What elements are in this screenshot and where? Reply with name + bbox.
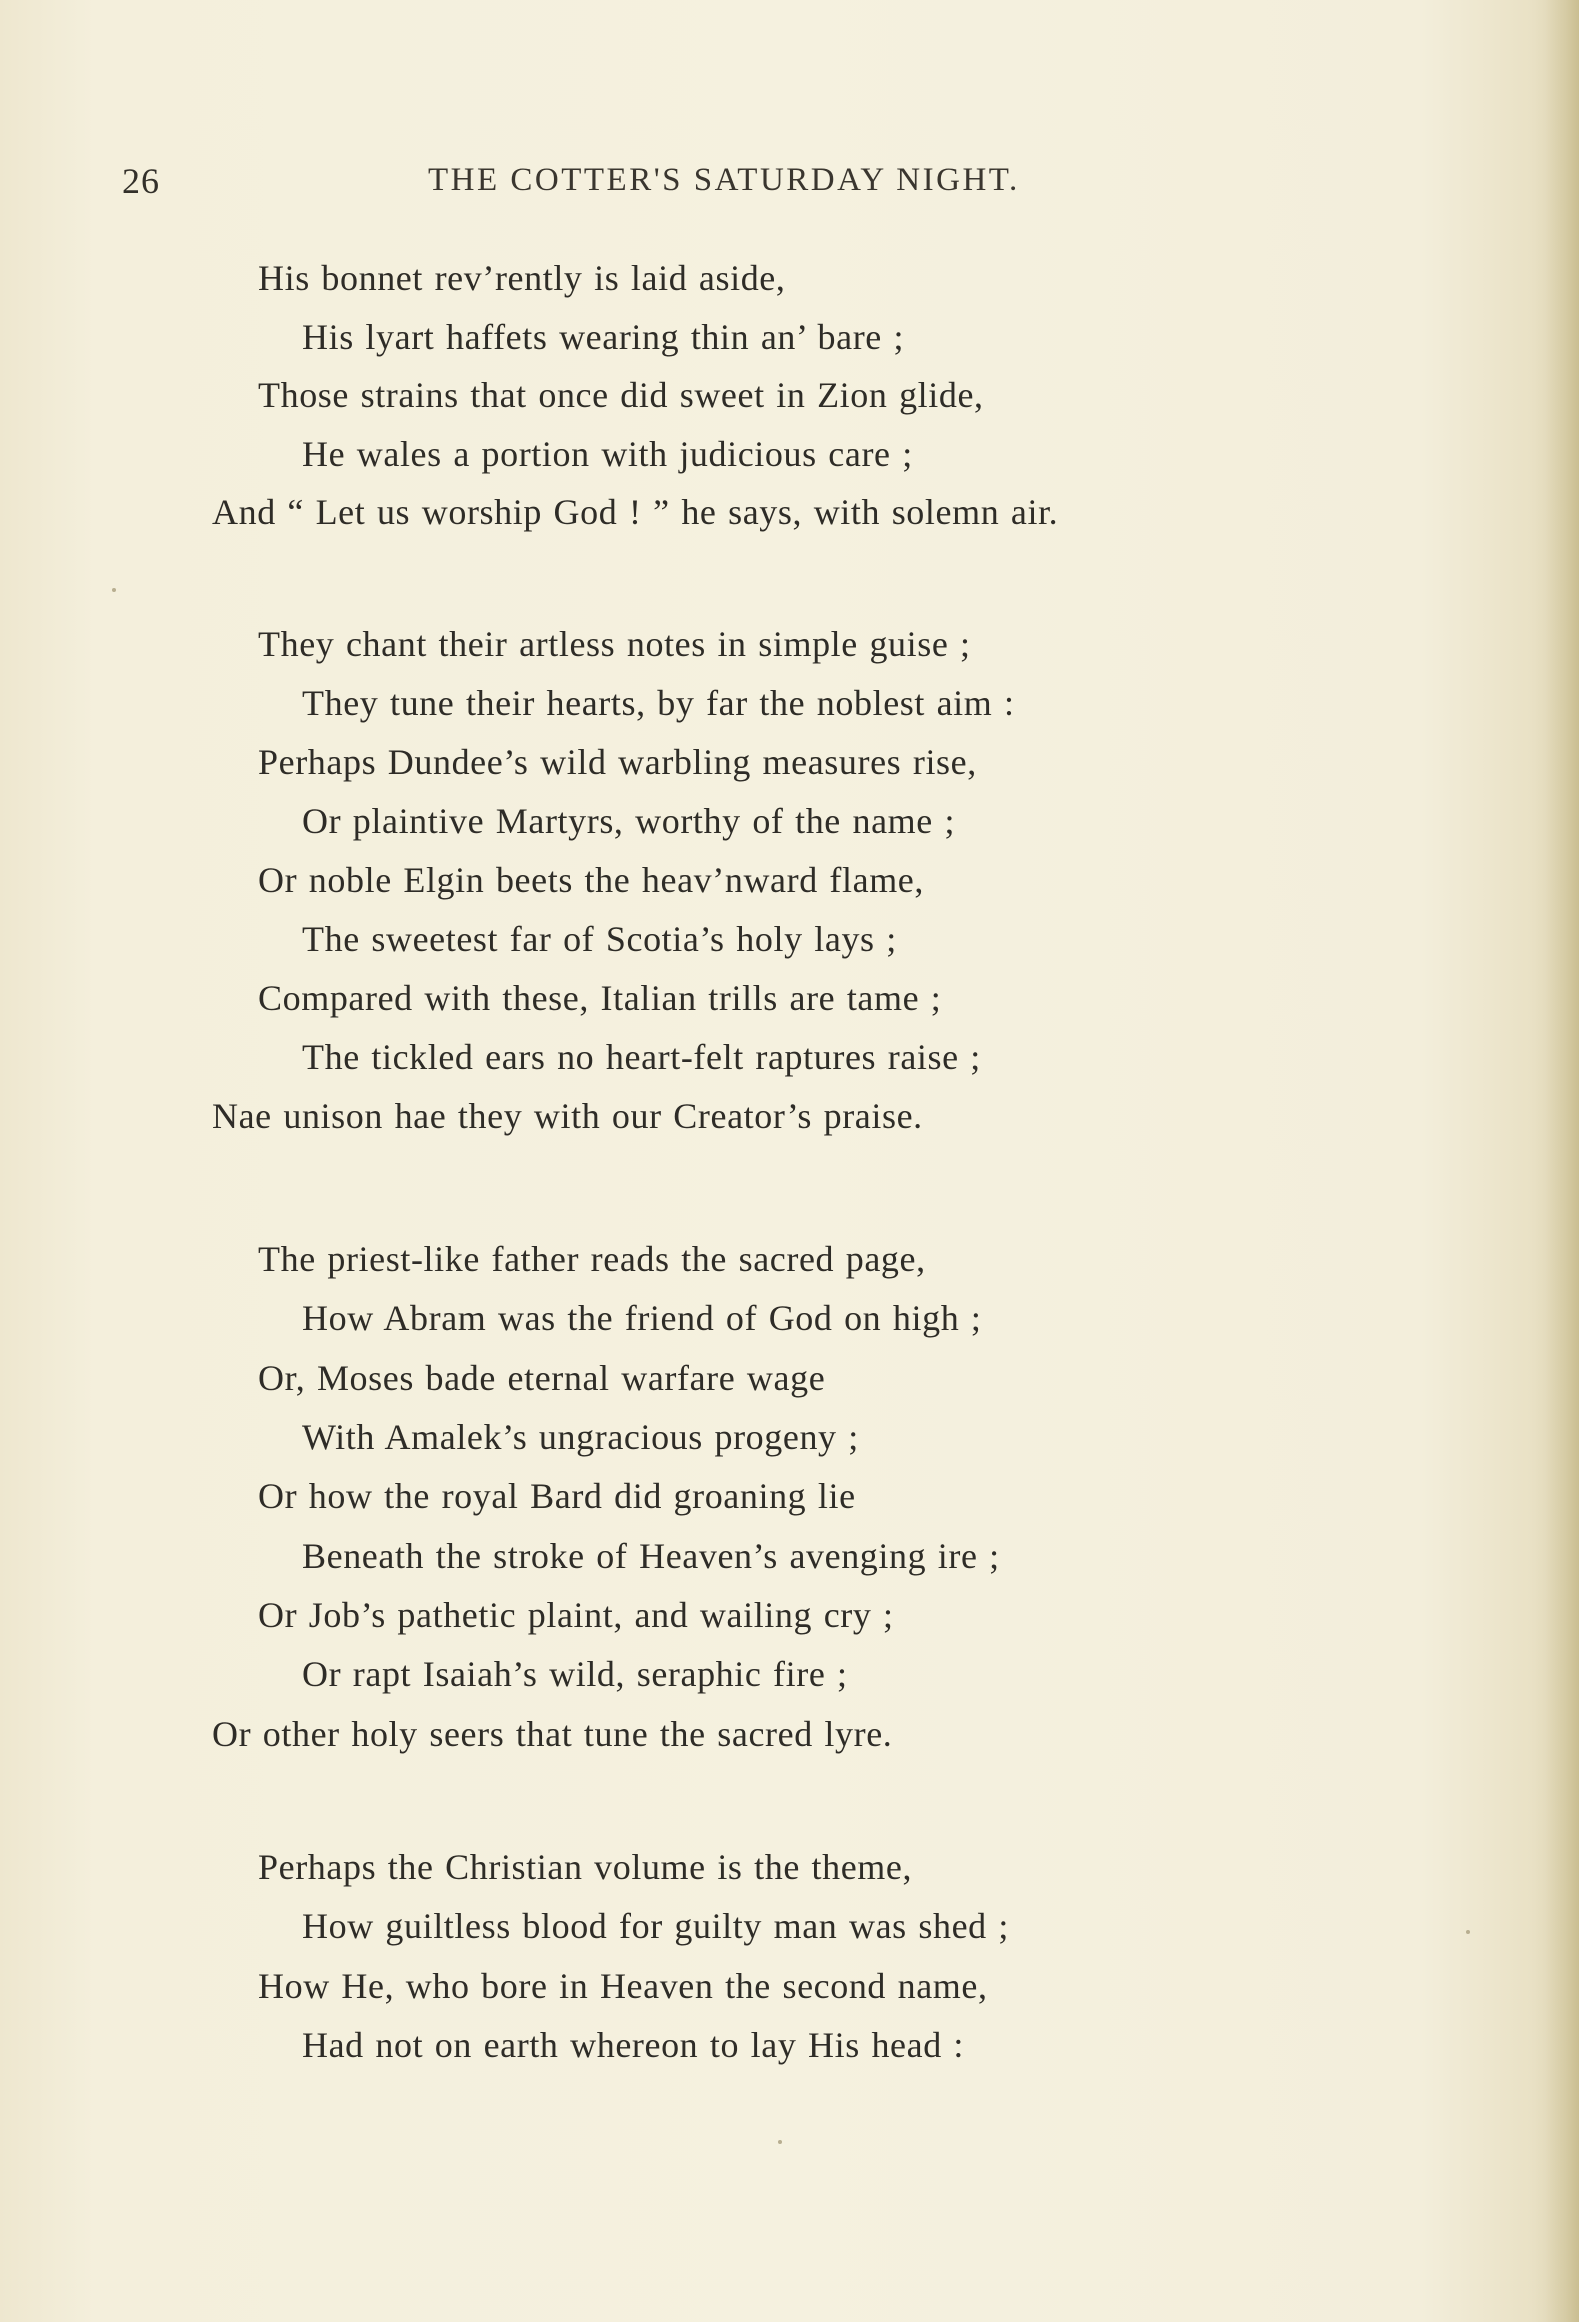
verse-line: His bonnet rev’rently is laid aside, xyxy=(258,258,786,298)
verse-line: Or noble Elgin beets the heav’nward flame, xyxy=(258,860,924,900)
verse-line: How Abram was the friend of God on high ; xyxy=(302,1298,982,1338)
verse-line: With Amalek’s ungracious progeny ; xyxy=(302,1417,859,1457)
verse-line: They tune their hearts, by far the noblest aim : xyxy=(302,683,1015,723)
verse-line: They chant their artless notes in simple guise ; xyxy=(258,624,971,664)
verse-line: Or Job’s pathetic plaint, and wailing cry ; xyxy=(258,1595,894,1635)
paper-speck xyxy=(1466,1930,1470,1934)
verse-line: His lyart haffets wearing thin an’ bare ; xyxy=(302,317,905,357)
verse-line: How He, who bore in Heaven the second name, xyxy=(258,1966,988,2006)
verse-line: Perhaps the Christian volume is the theme, xyxy=(258,1847,913,1887)
verse-line: Perhaps Dundee’s wild warbling measures rise, xyxy=(258,742,977,782)
verse-line: The tickled ears no heart-felt raptures raise ; xyxy=(302,1037,981,1077)
page-number: 26 xyxy=(122,161,160,201)
verse-line: Or plaintive Martyrs, worthy of the name ; xyxy=(302,801,956,841)
verse-line: Had not on earth whereon to lay His head : xyxy=(302,2025,965,2065)
verse-line: Or, Moses bade eternal warfare wage xyxy=(258,1358,826,1398)
verse-line: Compared with these, Italian trills are tame ; xyxy=(258,978,942,1018)
verse-line: He wales a portion with judicious care ; xyxy=(302,434,913,474)
page-header xyxy=(0,160,1579,210)
verse-line: Beneath the stroke of Heaven’s avenging ire ; xyxy=(302,1536,1000,1576)
verse-line: And “ Let us worship God ! ” he says, with solemn air. xyxy=(212,492,1059,532)
verse-line: The sweetest far of Scotia’s holy lays ; xyxy=(302,919,897,959)
paper-speck xyxy=(112,588,116,592)
running-title: THE COTTER'S SATURDAY NIGHT. xyxy=(428,162,1020,198)
verse-line: Or how the royal Bard did groaning lie xyxy=(258,1476,856,1516)
verse-line: Those strains that once did sweet in Zion glide, xyxy=(258,375,984,415)
paper-speck xyxy=(778,2140,782,2144)
verse-line: Nae unison hae they with our Creator’s praise. xyxy=(212,1096,923,1136)
verse-line: How guiltless blood for guilty man was shed ; xyxy=(302,1906,1009,1946)
verse-line: Or other holy seers that tune the sacred lyre. xyxy=(212,1714,893,1754)
page-edge-shadow xyxy=(1545,0,1579,2322)
verse-line: Or rapt Isaiah’s wild, seraphic fire ; xyxy=(302,1654,848,1694)
verse-line: The priest-like father reads the sacred page, xyxy=(258,1239,926,1279)
